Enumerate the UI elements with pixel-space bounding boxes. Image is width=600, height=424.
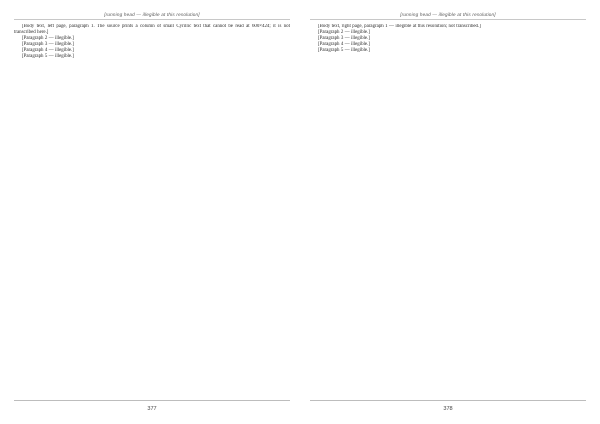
left-body-text [14, 24, 290, 398]
right-running-head: [running head — illegible at this resolution] [310, 10, 586, 20]
left-page-footer [14, 400, 290, 417]
paragraph: [Paragraph 4 — illegible.] [22, 48, 74, 54]
paragraph: [Paragraph 4 — illegible.] [318, 42, 370, 48]
paragraph: [Paragraph 3 — illegible.] [22, 42, 74, 48]
paragraph: [Paragraph 2 — illegible.] [318, 30, 370, 36]
paragraph: [Paragraph 3 — illegible.] [318, 36, 370, 42]
right-page-footer [310, 400, 586, 417]
right-page-number: 378 [443, 406, 453, 412]
right-body-text [310, 24, 586, 398]
paragraph: [Body text, right page, paragraph 1 — illegible at this resolution; not transcribed.] [318, 24, 481, 29]
paragraph: [Paragraph 2 — illegible.] [22, 36, 74, 42]
paragraph: [Paragraph 5 — illegible.] [318, 48, 370, 54]
paragraph: [Paragraph 5 — illegible.] [22, 54, 74, 60]
paragraph: [Body text, left page, paragraph 1. The source prints a column of small Cyrillic text that cannot be read at 600×424; it is not transcribed here.] [14, 24, 290, 36]
right-page [310, 10, 586, 424]
left-running-head: [running head — illegible at this resolution] [14, 10, 290, 20]
left-page-number: 377 [147, 406, 157, 412]
left-page [14, 10, 290, 424]
